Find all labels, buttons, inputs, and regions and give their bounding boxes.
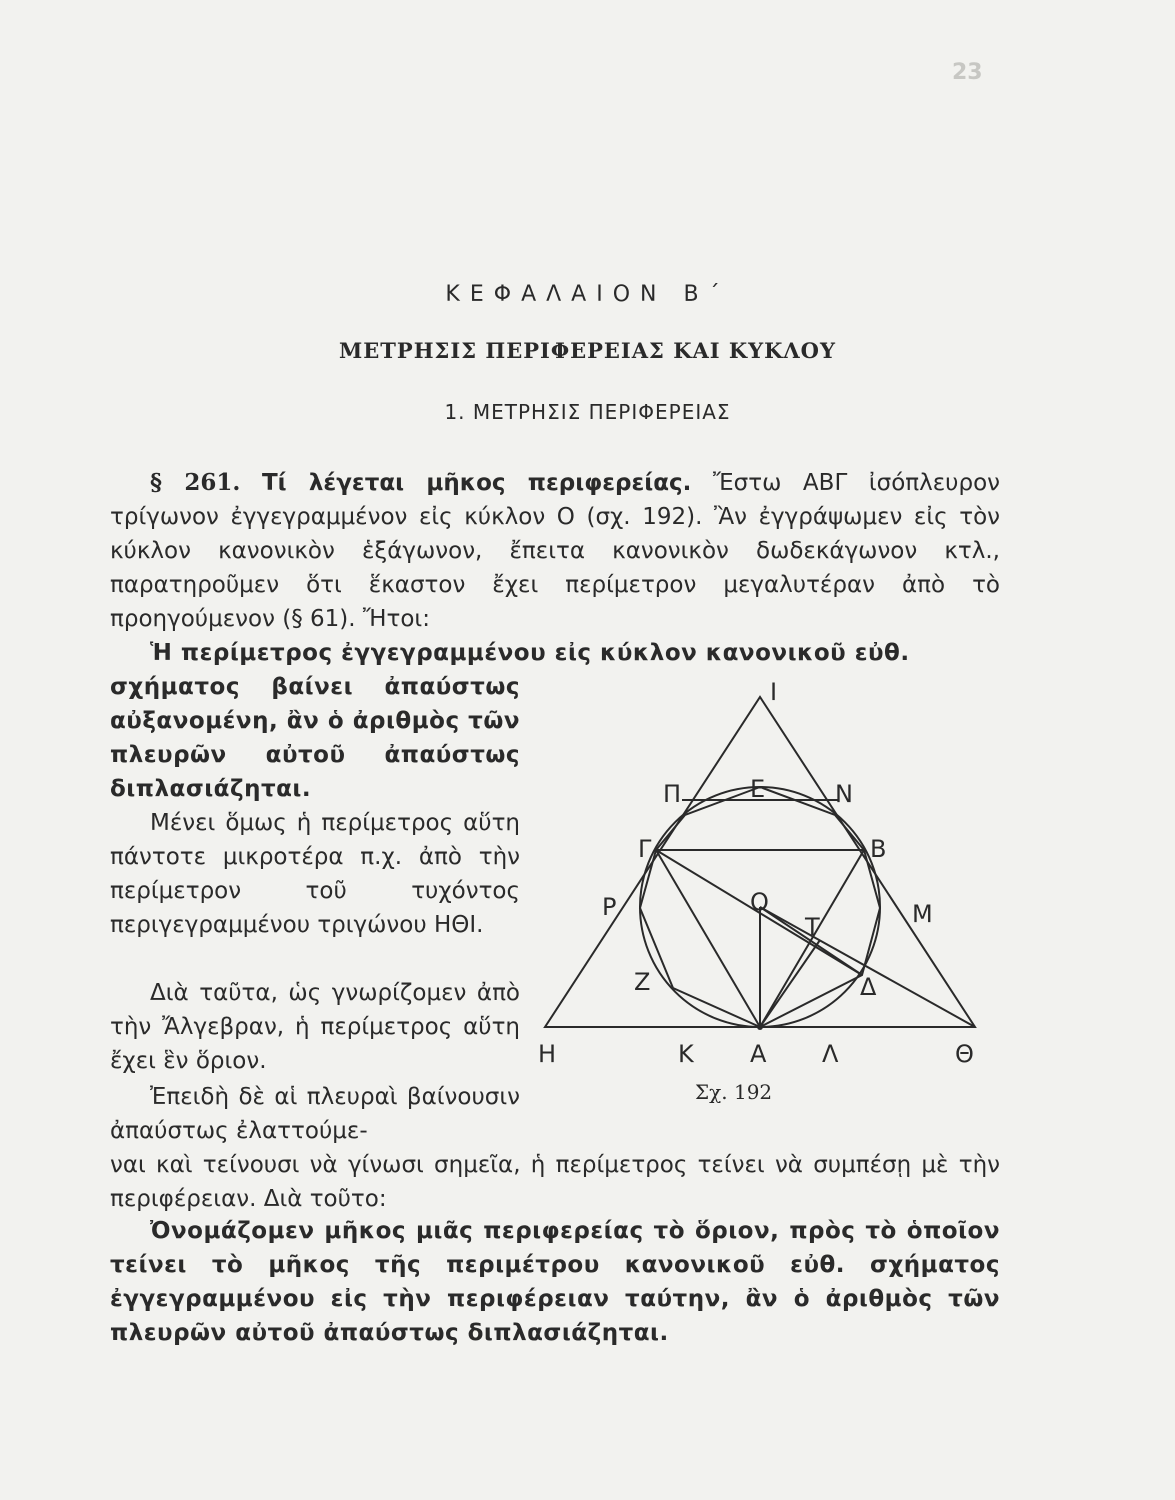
figure-caption: Σχ. 192 <box>695 1080 773 1104</box>
figure-192 <box>530 670 1000 1110</box>
page-number: 23 <box>952 60 983 85</box>
label-rho: Ρ <box>602 893 617 921</box>
label-kappa: Κ <box>678 1040 694 1068</box>
paragraph-perimeter-bound: Μένει ὅμως ἡ περίμετρος αὕτη πάντοτε μικροτέρα π.χ. ἀπὸ τὴν περίμετρον τοῦ τυχόντος περιγεγραμμένου τριγώνου ΗΘΙ. <box>110 810 520 938</box>
label-nu: Ν <box>835 780 853 808</box>
bold-statement-first-line: Ἡ περίμετρος ἐγγεγραμμένου εἰς κύκλον κανονικοῦ εὐθ. <box>150 640 910 666</box>
paragraph-sides-decrease-continued: ναι καὶ τείνουσι νὰ γίνωσι σημεῖα, ἡ περίμετρος τείνει νὰ συμπέσῃ μὲ τὴν περιφέρειαν. Διὰ τοῦτο: <box>110 1152 1000 1212</box>
section-heading: Τί λέγεται μῆκος περιφερείας. <box>261 470 692 496</box>
label-eta: Η <box>538 1040 557 1068</box>
label-gamma: Γ <box>638 835 652 863</box>
paragraph-sides-decrease: Ἐπειδὴ δὲ αἱ πλευραὶ βαίνουσιν ἀπαύστως ἐλαττούμε- <box>110 1084 520 1144</box>
side-ga <box>656 850 760 1027</box>
bold-statement-continuation: σχήματος βαίνει ἀπαύστως αὐξανομένη, ἂν ὁ ἀριθμὸς τῶν πλευρῶν αὐτοῦ ἀπαύστως διπλασιάζηται. <box>110 674 520 802</box>
label-beta: Β <box>870 835 887 863</box>
label-pi: Π <box>663 780 682 808</box>
section-number: § 261. <box>150 469 241 496</box>
label-iota: Ι <box>770 678 778 706</box>
point-a <box>757 1024 763 1030</box>
line-o-theta <box>760 907 975 1027</box>
chapter-title: ΜΕΤΡΗΣΙΣ ΠΕΡΙΦΕΡΕΙΑΣ ΚΑΙ ΚΥΚΛΟΥ <box>339 338 836 363</box>
inscribed-polygon-left <box>640 787 760 1027</box>
label-lambda: Λ <box>822 1040 839 1068</box>
label-omicron: Ο <box>750 888 769 916</box>
section-paragraph <box>110 466 1000 636</box>
label-theta: Θ <box>955 1040 974 1068</box>
label-mu: Μ <box>912 900 933 928</box>
label-alpha: Α <box>750 1040 767 1068</box>
label-delta: Δ <box>860 973 877 1001</box>
section-intro: Ἔστω ΑΒΓ ἰσόπλευρον τρίγωνον ἐγγεγραμμένον εἰς κύκλον Ο (σχ. 192). Ἂν ἐγγράψωμεν εἰς τὸν κύκλον κανονικὸν ἑξάγωνον, ἔπειτα κανονικὸν δωδεκάγωνον κτλ., παρατηροῦμεν ὅτι ἕκαστον ἔχει περίμετρον μεγαλυτέραν ἀπὸ τὸ προηγούμενον (§ 61). Ἤτοι: <box>110 470 1001 632</box>
line-a-t <box>760 940 820 1027</box>
label-zeta: Ζ <box>634 968 651 996</box>
label-tau: Τ <box>805 913 820 941</box>
chapter-heading: ΚΕΦΑΛΑΙΟΝ Β΄ <box>445 282 730 307</box>
definition-circumference-length: Ὀνομάζομεν μῆκος μιᾶς περιφερείας τὸ ὅριον, πρὸς τὸ ὁποῖον τείνει τὸ μῆκος τῆς περιμέτρου κανονικοῦ εὐθ. σχήματος ἐγγεγραμμένου εἰς τὴν περιφέρειαν ταύτην, ἂν ὁ ἀριθμὸς τῶν πλευρῶν αὐτοῦ ἀπαύστως διπλασιάζηται. <box>110 1218 1000 1346</box>
section-subtitle: 1. ΜΕΤΡΗΣΙΣ ΠΕΡΙΦΕΡΕΙΑΣ <box>444 400 731 424</box>
label-epsilon: Ε <box>750 775 766 803</box>
paragraph-limit: Διὰ ταῦτα, ὡς γνωρίζομεν ἀπὸ τὴν Ἄλγεβραν, ἡ περίμετρος αὕτη ἔχει ἓν ὅριον. <box>110 980 520 1074</box>
geometry-diagram <box>530 670 1000 1110</box>
